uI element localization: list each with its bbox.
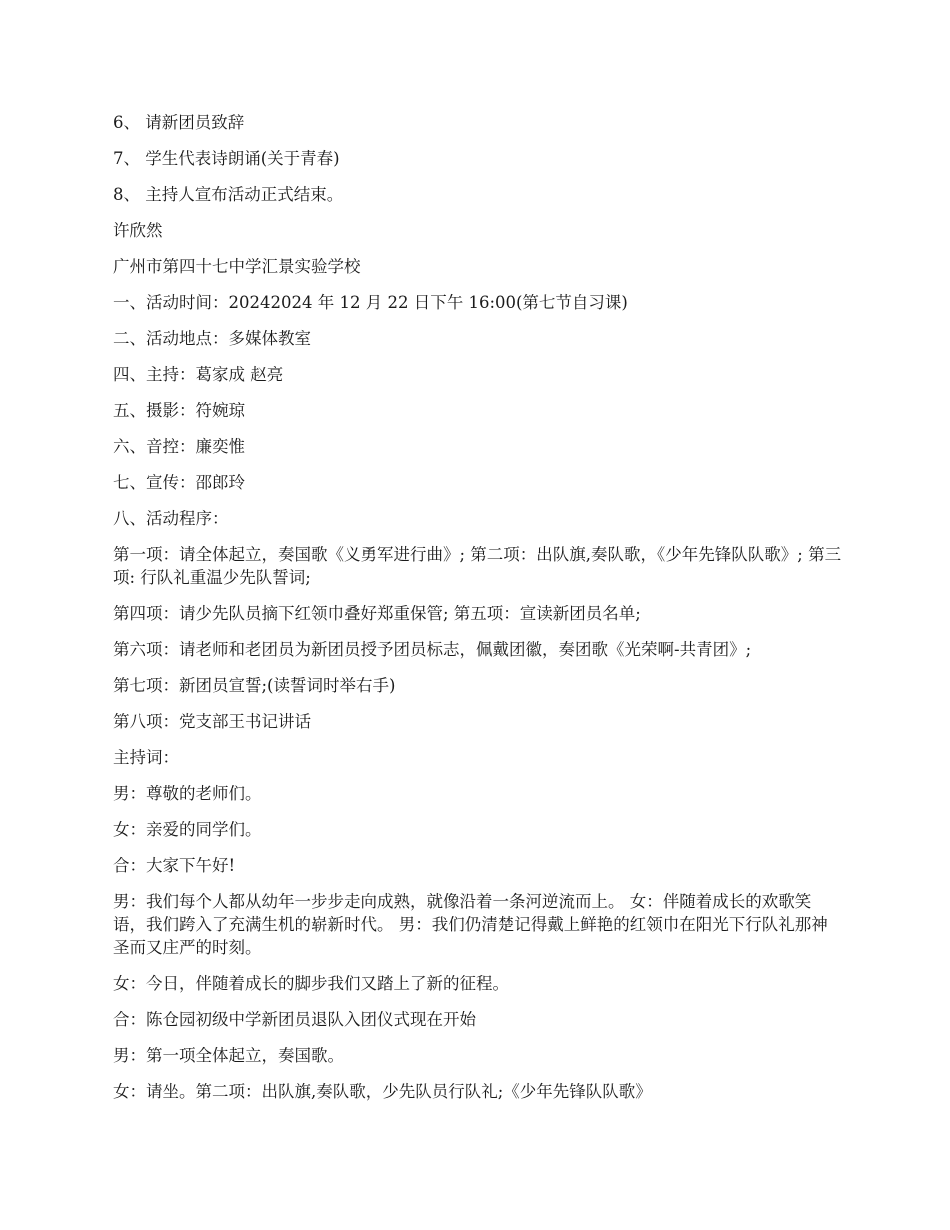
- script-heading: 主持词：: [113, 748, 179, 767]
- script-line: 男：第一项全体起立，奏国歌。: [113, 1046, 344, 1065]
- script-line: 女：请坐。第二项：出队旗,奏队歌，少先队员行队礼;《少年先锋队队歌》: [113, 1082, 652, 1101]
- school-name: 广州市第四十七中学汇景实验学校: [113, 257, 361, 276]
- script-line: 女：今日，伴随着成长的脚步我们又踏上了新的征程。: [113, 974, 509, 993]
- script-line: 合：大家下午好!: [113, 856, 236, 875]
- script-line: 男：尊敬的老师们。: [113, 784, 262, 803]
- script-line: 男：我们每个人都从幼年一步步走向成熟，就像沿着一条河逆流而上。 女：伴随着成长的欢歌笑语，我们跨入了充满生机的崭新时代。 男：我们仍清楚记得戴上鲜艳的红领巾在阳光下行队礼那神圣而又庄严的时刻。: [113, 892, 828, 957]
- step-7-line: 7、 学生代表诗朗诵(关于青春): [113, 149, 340, 168]
- program-item-6: 第六项：请老师和老团员为新团员授予团员标志，佩戴团徽，奏团歌《光荣啊-共青团》;: [113, 640, 752, 659]
- program-heading: 八、活动程序：: [113, 509, 229, 528]
- hosts: 四、主持：葛家成 赵亮: [113, 365, 284, 384]
- publicity: 七、宣传：邵郎玲: [113, 473, 245, 492]
- step-8-line: 8、 主持人宣布活动正式结束。: [113, 185, 344, 204]
- program-item-8: 第八项：党支部王书记讲话: [113, 712, 311, 731]
- program-item-7: 第七项：新团员宣誓;(读誓词时举右手): [113, 676, 396, 695]
- author-name: 许欣然: [113, 221, 163, 240]
- sound-control: 六、音控：廉奕惟: [113, 437, 245, 456]
- document-body: [113, 111, 843, 1116]
- step-6-line: 6、 请新团员致辞: [113, 113, 245, 132]
- script-line: 女：亲爱的同学们。: [113, 820, 262, 839]
- script-line: 合：陈仓园初级中学新团员退队入团仪式现在开始: [113, 1010, 476, 1029]
- activity-location: 二、活动地点：多媒体教室: [113, 329, 311, 348]
- program-items-4-5: 第四项：请少先队员摘下红领巾叠好郑重保管; 第五项：宣读新团员名单;: [113, 604, 641, 623]
- program-items-1-3: 第一项：请全体起立，奏国歌《义勇军进行曲》; 第二项：出队旗,奏队歌，《少年先锋队队歌》; 第三项: 行队礼重温少先队誓词;: [113, 545, 842, 587]
- activity-time: 一、活动时间：20242024 年 12 月 22 日下午 16:00(第七节自习课): [113, 293, 628, 312]
- photography: 五、摄影：符婉琼: [113, 401, 245, 420]
